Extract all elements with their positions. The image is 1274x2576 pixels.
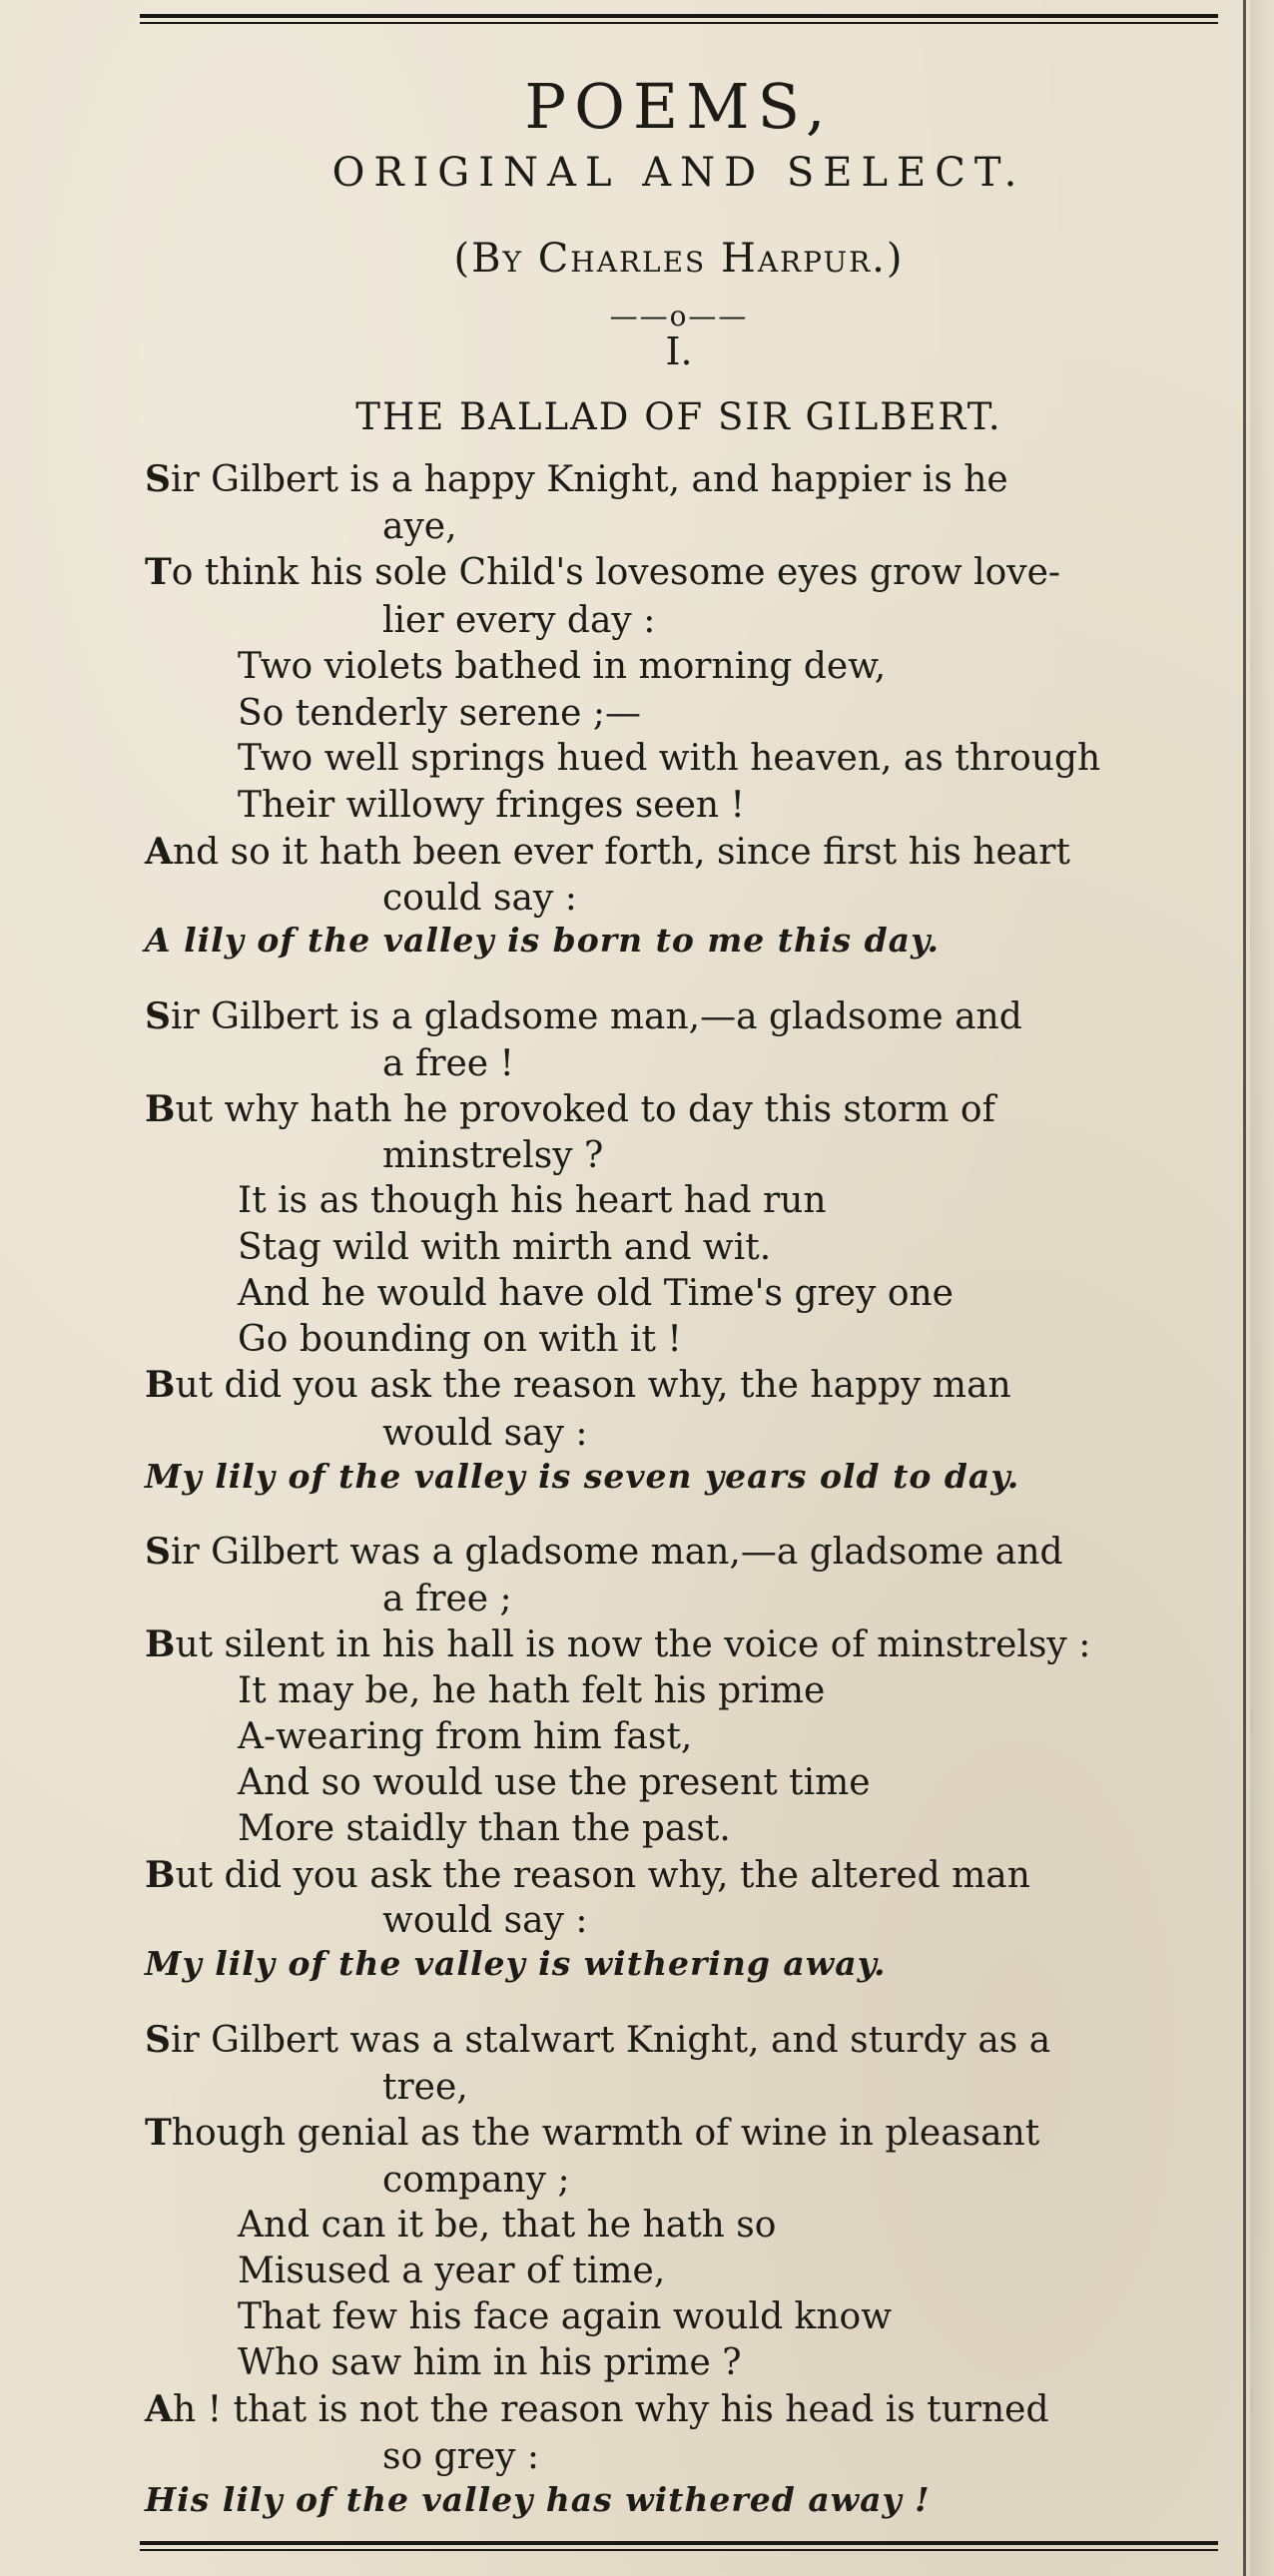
poem-line: company ; xyxy=(382,2160,570,2201)
poem-line: lier every day : xyxy=(382,600,656,641)
poem-line: tree, xyxy=(382,2067,468,2108)
poem-number: I. xyxy=(665,329,693,373)
poem-line: But silent in his hall is now the voice of minstrelsy : xyxy=(145,1623,1091,1665)
poem-line: And so it hath been ever forth, since first his heart xyxy=(145,831,1070,873)
poem-line: A-wearing from him fast, xyxy=(238,1716,693,1757)
poem-line: Two well springs hued with heaven, as through xyxy=(238,738,1101,779)
stanza-refrain: A lily of the valley is born to me this day. xyxy=(145,921,940,960)
stanza-refrain: His lily of the valley has withered away ! xyxy=(145,2480,931,2519)
stanza-refrain: My lily of the valley is seven years old to day. xyxy=(145,1457,1020,1496)
poem-line: More staidly than the past. xyxy=(238,1808,731,1849)
poem-line: Misused a year of time, xyxy=(238,2251,666,2291)
page-title: POEMS, xyxy=(524,70,834,143)
poem-line: would say : xyxy=(382,1900,588,1941)
poem-line: could say : xyxy=(382,878,577,919)
author-byline: (By Charles Harpur.) xyxy=(453,236,905,282)
poem-line: Sir Gilbert is a happy Knight, and happier is he xyxy=(145,458,1008,500)
poem-line: And he would have old Time's grey one xyxy=(238,1273,954,1314)
poem-line: And so would use the present time xyxy=(238,1762,871,1803)
poem-line: It may be, he hath felt his prime xyxy=(238,1670,826,1711)
poem-line: a free ; xyxy=(382,1579,512,1619)
poem-line: Sir Gilbert was a gladsome man,—a gladsome and xyxy=(145,1531,1063,1573)
poem-line: Who saw him in his prime ? xyxy=(238,2342,742,2383)
section-separator: ——o—— xyxy=(609,300,749,332)
stanza-refrain: My lily of the valley is withering away. xyxy=(145,1944,887,1983)
adjacent-column-shadow xyxy=(1250,0,1274,2576)
poem-title: THE BALLAD OF SIR GILBERT. xyxy=(355,395,1002,438)
poem-line: would say : xyxy=(382,1413,588,1454)
poem-line: That few his face again would know xyxy=(238,2296,893,2337)
poem-line: Sir Gilbert was a stalwart Knight, and sturdy as a xyxy=(145,2019,1051,2061)
poem-line: so grey : xyxy=(382,2436,540,2477)
poem-line: Though genial as the warmth of wine in pleasant xyxy=(145,2112,1040,2154)
top-double-rule xyxy=(140,14,1218,18)
page-subtitle: ORIGINAL AND SELECT. xyxy=(331,150,1026,196)
poem-line: Go bounding on with it ! xyxy=(238,1319,682,1360)
top-double-rule-thin xyxy=(140,22,1218,24)
poem-line: Sir Gilbert is a gladsome man,—a gladsome and xyxy=(145,995,1022,1037)
poem-line: But why hath he provoked to day this storm of xyxy=(145,1088,995,1130)
poem-line: Their willowy fringes seen ! xyxy=(238,785,745,826)
poem-line: It is as though his heart had run xyxy=(238,1180,827,1221)
poem-line: And can it be, that he hath so xyxy=(238,2205,777,2246)
bottom-double-rule xyxy=(140,2541,1218,2545)
poem-line: But did you ask the reason why, the happy man xyxy=(145,1364,1011,1406)
poem-line: aye, xyxy=(382,506,457,547)
poem-line: a free ! xyxy=(382,1043,514,1084)
poem-line: Ah ! that is not the reason why his head is turned xyxy=(145,2388,1049,2430)
poem-line: minstrelsy ? xyxy=(382,1135,604,1176)
poem-line: To think his sole Child's lovesome eyes grow love- xyxy=(145,551,1061,593)
column-rule xyxy=(1243,0,1246,2576)
poem-line: Stag wild with mirth and wit. xyxy=(238,1227,772,1268)
poem-line: Two violets bathed in morning dew, xyxy=(238,646,887,687)
poem-line: So tenderly serene ;— xyxy=(238,693,641,734)
bottom-double-rule-thin xyxy=(140,2549,1218,2551)
poem-line: But did you ask the reason why, the altered man xyxy=(145,1854,1030,1896)
